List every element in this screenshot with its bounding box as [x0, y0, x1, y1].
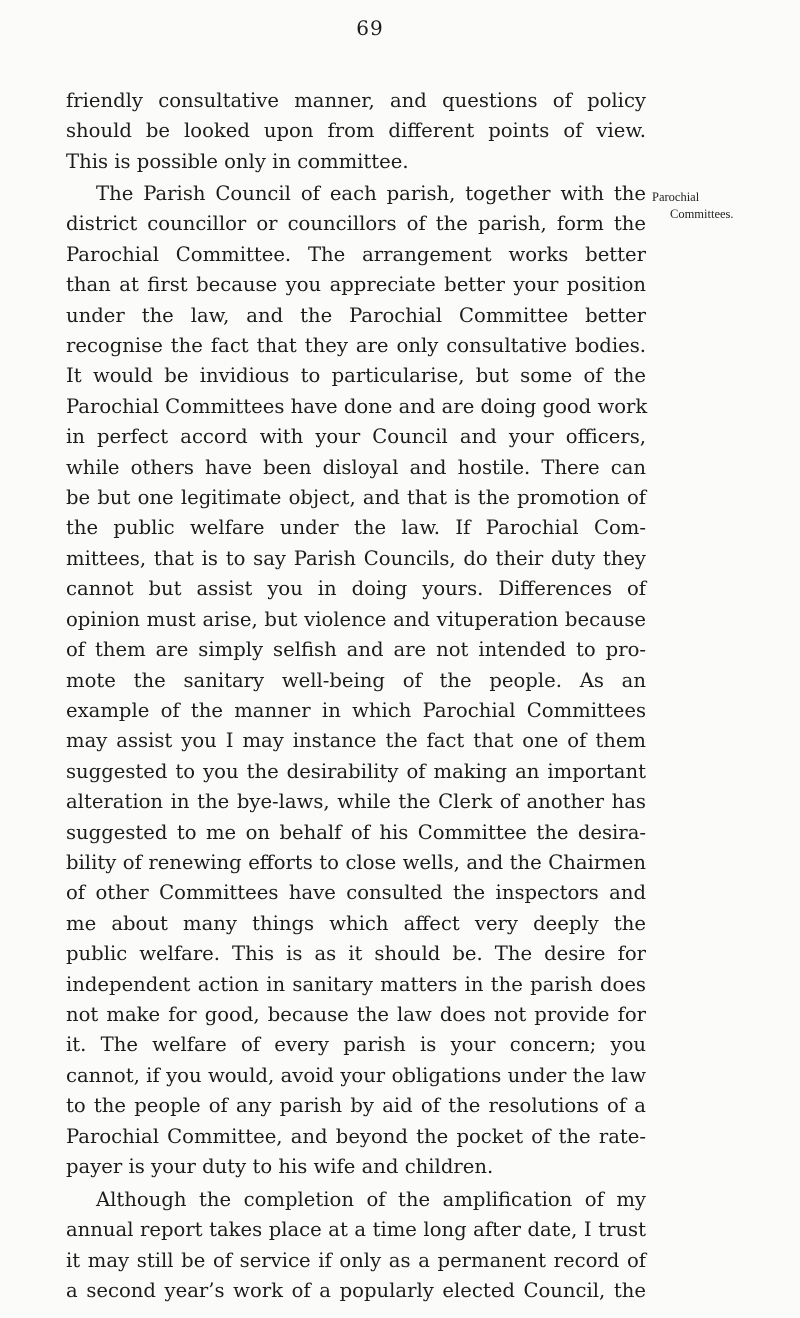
text-line: It would be invidious to particularise, but some of the [66, 364, 646, 388]
page-number: 69 [356, 16, 384, 40]
text-line: Parochial Committee, and beyond the pocket of the rate- [66, 1124, 646, 1148]
text-line: under the law, and the Parochial Committee better [66, 303, 646, 327]
margin-note-parochial-committees [652, 189, 797, 223]
paragraph-1 [66, 86, 646, 177]
text-line: alteration in the bye-laws, while the Clerk of another has [66, 790, 646, 814]
text-line: of other Committees have consulted the inspectors and [66, 881, 646, 905]
text-line: Parochial Committee. The arrangement works better [66, 242, 646, 266]
paragraph-3 [66, 1185, 646, 1307]
text-line: annual report takes place at a time long after date, I trust [66, 1218, 646, 1242]
text-line: than at first because you appreciate better your position [66, 273, 646, 297]
text-line: mittees, that is to say Parish Councils, do their duty they [66, 546, 646, 570]
text-line: mote the sanitary well-being of the people. As an [66, 668, 646, 692]
text-line: while others have been disloyal and hostile. There can [66, 455, 646, 479]
text-line: in perfect accord with your Council and your officers, [66, 425, 646, 449]
text-line: opinion must arise, but violence and vituperation because [66, 607, 646, 631]
text-line: This is possible only in committee. [66, 149, 409, 173]
text-line: of them are simply selfish and are not intended to pro- [66, 638, 646, 662]
text-line: Although the completion of the amplification of my [96, 1188, 646, 1211]
text-line: may assist you I may instance the fact that one of them [66, 729, 646, 753]
text-line: it may still be of service if only as a permanent record of [66, 1248, 646, 1272]
text-line: payer is your duty to his wife and children. [66, 1155, 494, 1178]
text-line: to the people of any parish by aid of the resolutions of a [66, 1094, 646, 1118]
text-line: me about many things which affect very deeply the [66, 911, 646, 935]
text-line: bility of renewing efforts to close wells, and the Chairmen [66, 850, 646, 874]
margin-note-line: Committees. [670, 207, 734, 221]
text-line: public welfare. This is as it should be. The desire for [66, 942, 646, 966]
text-line: it. The welfare of every parish is your concern; you [66, 1033, 646, 1057]
text-line: Parochial Committees have done and are doing good work [66, 394, 648, 418]
text-line: recognise the fact that they are only consultative bodies. [66, 334, 646, 358]
text-line: cannot, if you would, avoid your obligations under the law [66, 1063, 646, 1087]
text-line: cannot but assist you in doing yours. Differences of [66, 577, 646, 601]
text-line: the public welfare under the law. If Parochial Com- [66, 516, 646, 540]
text-line: should be looked upon from different points of view. [66, 119, 646, 143]
text-line: be but one legitimate object, and that is the promotion of [66, 486, 646, 510]
text-line: example of the manner in which Parochial Committees [66, 698, 646, 722]
text-line: suggested to you the desirability of making an important [66, 759, 646, 783]
text-line: not make for good, because the law does not provide for [66, 1002, 646, 1026]
margin-note-line: Parochial [652, 190, 700, 204]
text-line: a second year’s work of a popularly elected Council, the [66, 1279, 646, 1303]
text-line: friendly consultative manner, and questions of policy [66, 89, 646, 112]
text-line: district councillor or councillors of the parish, form the [66, 212, 646, 236]
text-line: suggested to me on behalf of his Committee the desira- [66, 820, 646, 844]
text-line: The Parish Council of each parish, together with the [96, 182, 646, 205]
text-line: independent action in sanitary matters in the parish does [66, 972, 646, 996]
paragraph-2 [66, 179, 646, 1182]
